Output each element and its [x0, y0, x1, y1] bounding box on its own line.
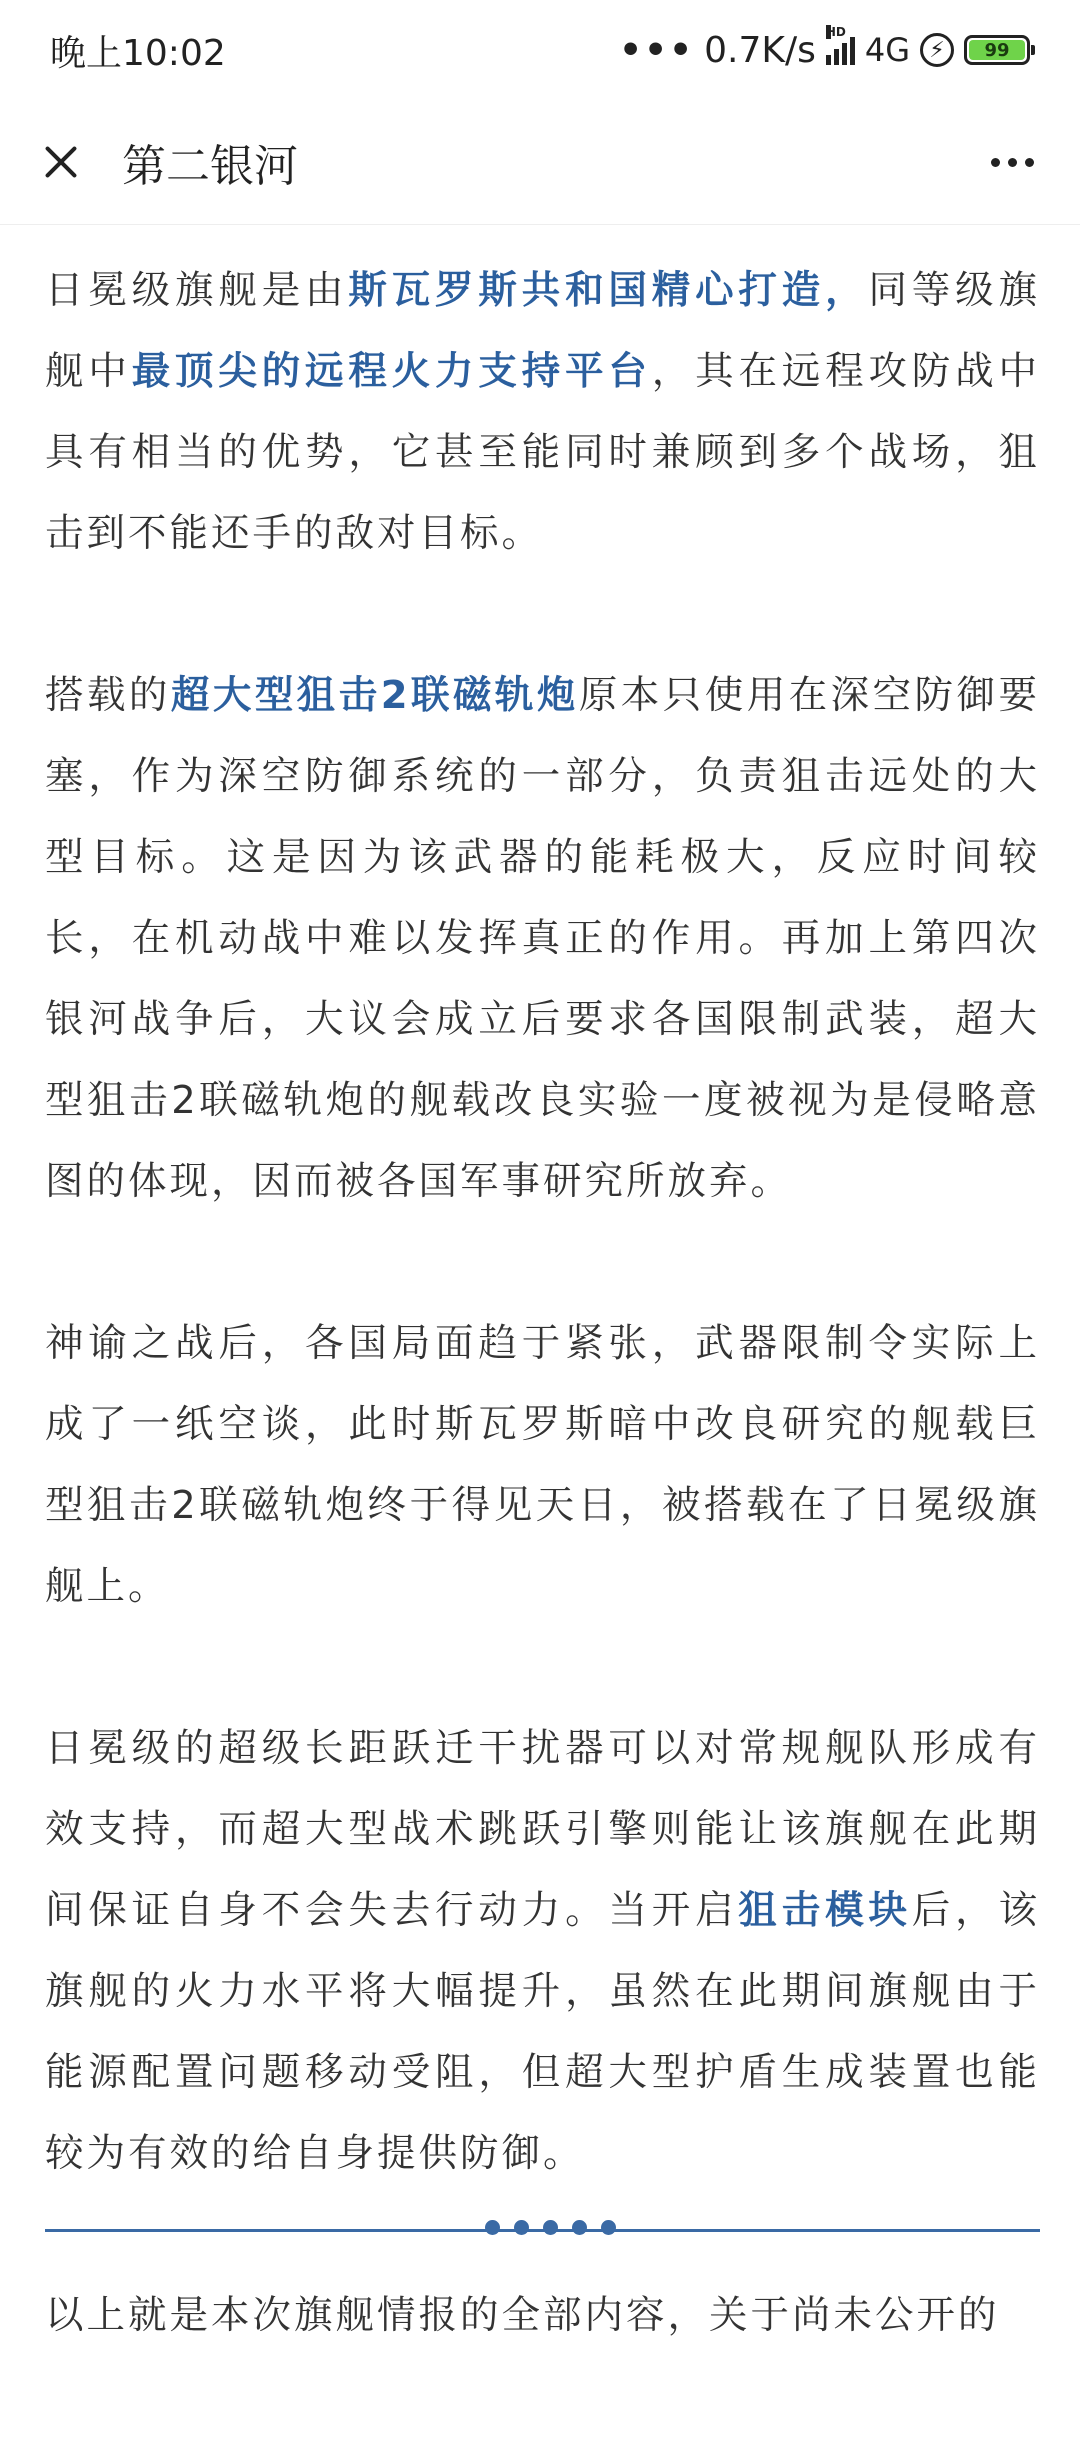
battery-level: 99 — [969, 40, 1025, 60]
text: 后，该旗舰的火力水平将大幅提升，虽然在此期间旗舰由于能源配置问题移动受阻，但超大型护盾生成装置也能较为有效的给自身提供防御。 — [45, 1888, 1040, 2176]
divider-dots-icon — [485, 2220, 616, 2235]
paragraph-2 — [45, 655, 1040, 1222]
status-bar — [0, 0, 1080, 100]
nav-bar — [0, 100, 1080, 225]
text: 以上就是本次旗舰情报的全部内容，关于尚未公开的 — [45, 2293, 1000, 2338]
text: 日冕级旗舰是由 — [45, 268, 349, 313]
text: 同等级旗舰中 — [45, 268, 1040, 394]
section-divider — [45, 2215, 1040, 2245]
battery-icon — [964, 35, 1030, 65]
page-title: 第二银河 — [122, 141, 298, 192]
text: 搭载的 — [45, 673, 171, 718]
paragraph-4 — [45, 1708, 1040, 2194]
status-indicators — [619, 25, 1030, 71]
highlight-text: 狙击模块 — [738, 1888, 912, 1933]
article-body — [45, 250, 1040, 2437]
status-time: 晚上10:02 — [50, 32, 226, 74]
paragraph-1 — [45, 250, 1040, 574]
signal-icon — [825, 25, 855, 65]
text: ，其在远程攻防战中具有相当的优势，它甚至能同时兼顾到多个战场，狙击到不能还手的敌对目标。 — [45, 349, 1040, 556]
charging-icon: ⚡ — [920, 33, 954, 67]
paragraph-5 — [45, 2275, 1040, 2356]
highlight-text: 斯瓦罗斯共和国精心打造， — [348, 268, 869, 313]
paragraph-3 — [45, 1303, 1040, 1627]
text: 原本只使用在深空防御要塞，作为深空防御系统的一部分，负责狙击远处的大型目标。这是因为该武器的能耗极大，反应时间较长，在机动战中难以发挥真正的作用。再加上第四次银河战争后，大议会成立后要求各国限制武装，超大型狙击2联磁轨炮的舰载改良实验一度被视为是侵略意图的体现，因而被各国军事研究所放弃。 — [45, 673, 1040, 1204]
notification-dots-icon: ••• — [619, 29, 695, 71]
highlight-text: 最顶尖的远程火力支持平台 — [131, 349, 652, 394]
text: 日冕级的超级长距跃迁干扰器可以对常规舰队形成有效支持，而超大型战术跳跃引擎则能让该旗舰在此期间保证自身不会失去行动力。当开启 — [45, 1726, 1040, 1933]
hd-label: HD — [825, 25, 846, 39]
network-type: 4G — [864, 31, 910, 69]
network-speed: 0.7K/s — [704, 29, 816, 71]
text: 神谕之战后，各国局面趋于紧张，武器限制令实际上成了一纸空谈，此时斯瓦罗斯暗中改良研究的舰载巨型狙击2联磁轨炮终于得见天日，被搭载在了日冕级旗舰上。 — [45, 1321, 1040, 1609]
more-icon[interactable] — [981, 148, 1044, 177]
highlight-text: 超大型狙击2联磁轨炮 — [170, 673, 579, 718]
close-icon[interactable] — [36, 137, 86, 187]
